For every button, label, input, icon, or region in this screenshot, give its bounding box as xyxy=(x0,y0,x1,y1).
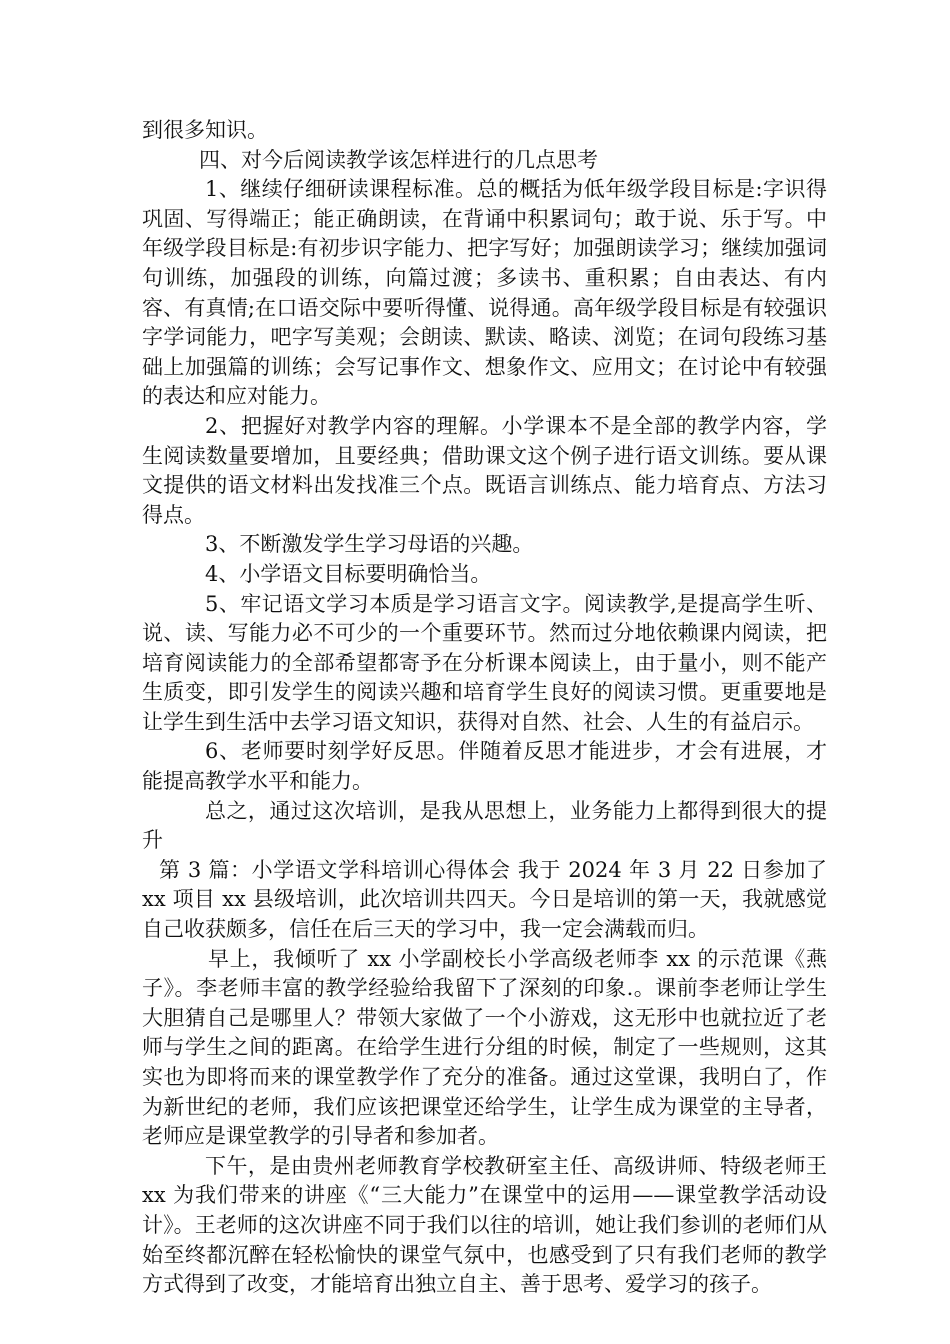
document-body xyxy=(142,116,827,1300)
paragraph-summary: 总之，通过这次培训，是我从思想上，业务能力上都得到很大的提升 xyxy=(142,798,827,853)
paragraph-point-6: 6、老师要时刻学好反思。伴随着反思才能进步，才会有进展，才能提高教学水平和能力。 xyxy=(142,739,827,794)
paragraph-morning: 早上，我倾听了 xx 小学副校长小学高级老师李 xx 的示范课《燕子》。李老师丰富的教学经验给我留下了深刻的印象.。课前李老师让学生大胆猜自己是哪里人？带领大家做了一个小游戏，这无形中也就拉近了老师与学生之间的距离。在给学生进行分组的时候，制定了一些规则，这其实也为即将而来的课堂教学作了充分的准备。通过这堂课，我明白了，作为新世纪的老师，我们应该把课堂还给学生，让学生成为课堂的主导者，老师应是课堂教学的引导者和参加者。 xyxy=(142,946,827,1149)
paragraph-point-3: 3、不断激发学生学习母语的兴趣。 xyxy=(205,532,534,557)
paragraph-continuation: 到很多知识。 xyxy=(142,118,268,142)
paragraph-article-3-intro: 第 3 篇：小学语文学科培训心得体会 我于 2024 年 3 月 22 日参加了 xx 项目 xx 县级培训，此次培训共四天。今日是培训的第一天，我就感觉自己收获颇多，信任在后三天的学习中，我一定会满载而归。 xyxy=(142,857,827,942)
paragraph-afternoon: 下午，是由贵州老师教育学校教研室主任、高级讲师、特级老师王 xx 为我们带来的讲座《“三大能力”在课堂中的运用——课堂教学活动设计》。王老师的这次讲座不同于我们以往的培训，她让我们参训的老师们从始至终都沉醉在轻松愉快的课堂气氛中，也感受到了只有我们老师的教学方式得到了改变，才能培育出独立自主、善于思考、爱学习的孩子。 xyxy=(142,1153,827,1297)
paragraph-point-2: 2、把握好对教学内容的理解。小学课本不是全部的教学内容，学生阅读数量要增加，且要经典；借助课文这个例子进行语文训练。要从课文提供的语文材料出发找准三个点。既语言训练点、能力培育点、方法习得点。 xyxy=(142,413,827,527)
paragraph-point-1: 1、继续仔细研读课程标准。总的概括为低年级学段目标是:字识得巩固、写得端正；能正确朗读，在背诵中积累词句；敢于说、乐于写。中年级学段目标是:有初步识字能力、把字写好；加强朗读学习；继续加强词句训练，加强段的训练，向篇过渡；多读书、重积累；自由表达、有内容、有真情;在口语交际中要听得懂、说得通。高年级学段目标是有较强识字学词能力，吧字写美观；会朗读、默读、略读、浏览；在词句段练习基础上加强篇的训练；会写记事作文、想象作文、应用文；在讨论中有较强 的表达和应对能力。 xyxy=(142,177,827,409)
paragraph-point-4: 4、小学语文目标要明确恰当。 xyxy=(205,561,492,586)
section-heading: 四、对今后阅读教学该怎样进行的几点思考 xyxy=(199,147,598,172)
paragraph-point-5: 5、牢记语文学习本质是学习语言文字。阅读教学,是提高学生听、说、读、写能力必不可少的一个重要环节。然而过分地依赖课内阅读，把培育阅读能力的全部希望都寄予在分析课本阅读上，由于量小，则不能产生质变，即引发学生的阅读兴趣和培育学生良好的阅读习惯。更重要地是让学生到生活中去学习语文知识，获得对自然、社会、人生的有益启示。 xyxy=(142,591,827,734)
